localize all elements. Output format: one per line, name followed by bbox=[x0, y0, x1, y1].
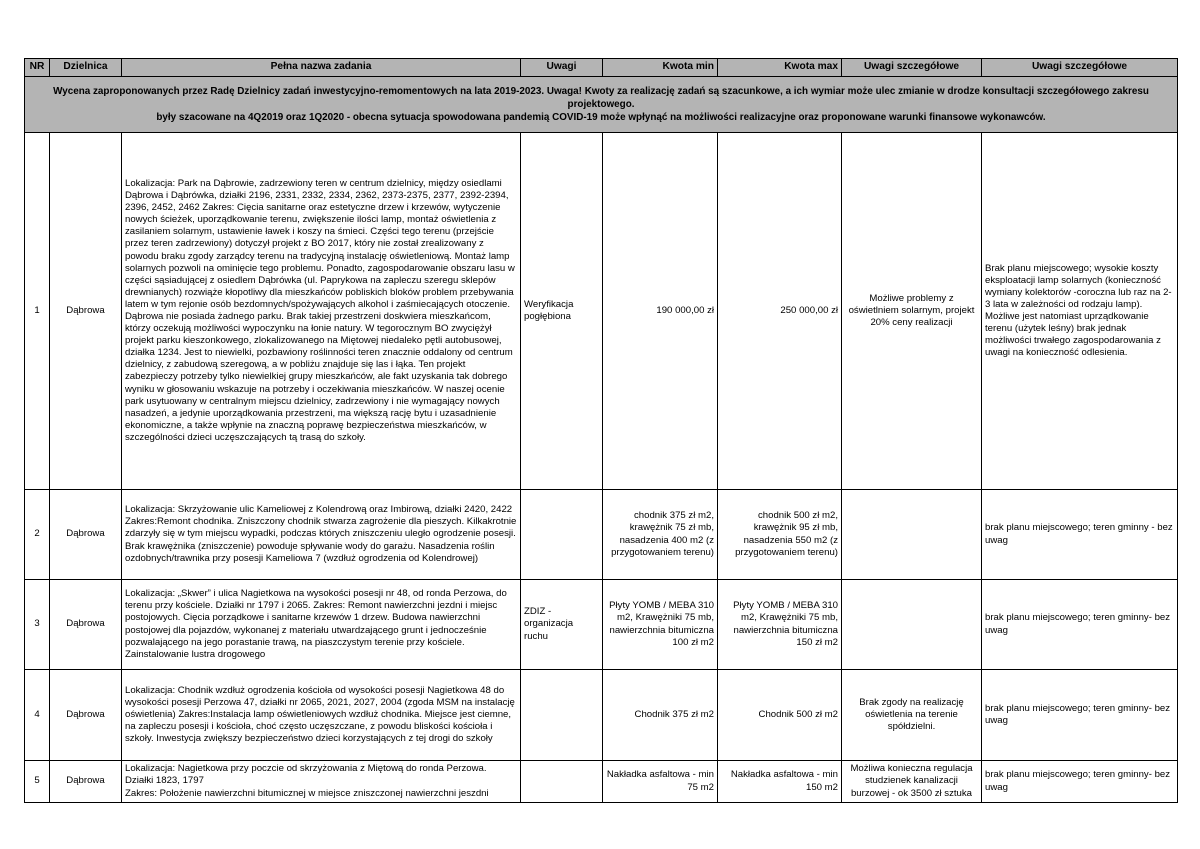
header-pelna-nazwa: Pełna nazwa zadania bbox=[122, 59, 521, 77]
header-kwota-max: Kwota max bbox=[718, 59, 842, 77]
header-dzielnica: Dzielnica bbox=[50, 59, 122, 77]
row-uwagi-szczegolowe-2: brak planu miejscowego; teren gminny- bez uwag bbox=[982, 761, 1178, 803]
row-uwagi-szczegolowe-2: brak planu miejscowego; teren gminny- bez uwag bbox=[982, 580, 1178, 670]
row-uwagi-szczegolowe-2: brak planu miejscowego; teren gminny- bez uwag bbox=[982, 670, 1178, 761]
row-uwagi: Weryfikacja pogłębiona bbox=[521, 133, 603, 490]
banner-cell bbox=[25, 77, 1178, 133]
header-uwagi-szczegolowe-1: Uwagi szczegółowe bbox=[842, 59, 982, 77]
table-row bbox=[25, 133, 1178, 490]
row-uwagi bbox=[521, 670, 603, 761]
row-kwota-min: chodnik 375 zł m2, krawężnik 75 zł mb, nasadzenia 400 m2 (z przygotowaniem terenu) bbox=[603, 490, 718, 580]
row-zadanie-line: Działki 1823, 1797 bbox=[125, 775, 204, 787]
row-nr: 4 bbox=[25, 670, 50, 761]
row-nr: 5 bbox=[25, 761, 50, 803]
row-uwagi-szczegolowe-2: brak planu miejscowego; teren gminny - bez uwag bbox=[982, 490, 1178, 580]
row-kwota-min: Chodnik 375 zł m2 bbox=[603, 670, 718, 761]
row-uwagi: ZDIZ - organizacja ruchu bbox=[521, 580, 603, 670]
row-dzielnica: Dąbrowa bbox=[50, 670, 122, 761]
row-zadanie: Lokalizacja: Skrzyżowanie ulic Kameliowej z Kolendrową oraz Imbirową, działki 2420, 2422 Zakres:Remont chodnika. Zniszczony chodnik stwarza zagrożenie dla pieszych. Kilkakrotnie zdarzyły się w tym miejscu wypadki, podczas których zniszczeniu uległo ogrodzenie posesji. Brak krawężnika (zniszczenie) powoduje spływanie wody do garażu. Nasadzenia roślin ozdobnych/trawnika przy posesji Kameliowa 7 (wzdłuż ogrodzenia od Kolendrowej) bbox=[122, 490, 521, 580]
estimate-table bbox=[24, 58, 1178, 803]
row-uwagi-szczegolowe-1: Brak zgody na realizację oświetlenia na terenie spółdzielni. bbox=[842, 670, 982, 761]
row-kwota-max: Nakładka asfaltowa - min 150 m2 bbox=[718, 761, 842, 803]
row-uwagi-szczegolowe-1 bbox=[842, 580, 982, 670]
row-dzielnica: Dąbrowa bbox=[50, 490, 122, 580]
header-nr: NR bbox=[25, 59, 50, 77]
row-dzielnica: Dąbrowa bbox=[50, 133, 122, 490]
table-row bbox=[25, 761, 1178, 803]
row-kwota-min: Płyty YOMB / MEBA 310 m2, Krawężniki 75 mb, nawierzchnia bitumiczna 100 zł m2 bbox=[603, 580, 718, 670]
row-zadanie-line: Lokalizacja: Nagietkowa przy poczcie od skrzyżowania z Miętową do ronda Perzowa. bbox=[125, 763, 487, 775]
row-kwota-min: 190 000,00 zł bbox=[603, 133, 718, 490]
table-row bbox=[25, 580, 1178, 670]
header-kwota-min: Kwota min bbox=[603, 59, 718, 77]
table-row bbox=[25, 490, 1178, 580]
row-nr: 3 bbox=[25, 580, 50, 670]
row-zadanie: Lokalizacja: „Skwer” i ulica Nagietkowa na wysokości posesji nr 48, od ronda Perzowa, do terenu przy kościele. Działki nr 1797 i 2065. Zakres: Remont nawierzchni jezdni i miejsc postojowych. Cięcia porządkowe i sanitarne krzewów 1 drzew. Budowa nawierzchni postojowej dla pojazdów, wykonanej z materiału utwardzającego grunt i jednocześnie pozwalającego na jego porastanie trawą, na piaszczystym terenie przy kościele. Zainstalowanie lustra drogowego bbox=[122, 580, 521, 670]
row-uwagi-szczegolowe-1: Możliwe problemy z oświetlniem solarnym, projekt 20% ceny realizacji bbox=[842, 133, 982, 490]
row-uwagi-szczegolowe-1 bbox=[842, 490, 982, 580]
row-uwagi bbox=[521, 490, 603, 580]
row-nr: 1 bbox=[25, 133, 50, 490]
row-uwagi-szczegolowe-1: Możliwa konieczna regulacja studzienek kanalizacji burzowej - ok 3500 zł sztuka bbox=[842, 761, 982, 803]
row-nr: 2 bbox=[25, 490, 50, 580]
row-uwagi-szczegolowe-2: Brak planu miejscowego; wysokie koszty eksploatacji lamp solarnych (konieczność wymiany kolektorów -coroczna lub raz na 2-3 lata w zależności od rodzaju lamp). Możliwe jest natomiast uprządkowanie terenu (użytek leśny) brak jednak możliwości trwałego zagospodarowania z uwagi na konieczność odlesienia. bbox=[982, 133, 1178, 490]
row-zadanie bbox=[122, 761, 521, 803]
table-row bbox=[25, 670, 1178, 761]
banner-row bbox=[25, 77, 1178, 133]
row-kwota-max: Płyty YOMB / MEBA 310 m2, Krawężniki 75 mb, nawierzchnia bitumiczna 150 zł m2 bbox=[718, 580, 842, 670]
banner-line-1: Wycena zaproponowanych przez Radę Dzielnicy zadań inwestycyjno-remomentowych na lata 2019-2023. Uwaga! Kwoty za realizację zadań są szacunkowe, a ich wymiar może ulec zmianie w drodze konsultacji szczegółowego zakresu projektowego. bbox=[53, 86, 1149, 110]
row-zadanie-line: Zakres: Położenie nawierzchni bitumicznej w miejsce zniszczonej nawierzchni jeszdni bbox=[125, 787, 489, 799]
header-row bbox=[25, 59, 1178, 77]
row-kwota-max: chodnik 500 zł m2, krawężnik 95 zł mb, nasadzenia 550 m2 (z przygotowaniem terenu) bbox=[718, 490, 842, 580]
row-kwota-max: Chodnik 500 zł m2 bbox=[718, 670, 842, 761]
banner-line-2: były szacowane na 4Q2019 oraz 1Q2020 - obecna sytuacja spowodowana pandemią COVID-19 może wpłynąć na możliwości realizacyjne oraz proponowane warunki finansowe wykonawców. bbox=[156, 112, 1046, 123]
row-kwota-min: Nakładka asfaltowa - min 75 m2 bbox=[603, 761, 718, 803]
header-uwagi: Uwagi bbox=[521, 59, 603, 77]
row-dzielnica: Dąbrowa bbox=[50, 580, 122, 670]
row-uwagi bbox=[521, 761, 603, 803]
header-uwagi-szczegolowe-2: Uwagi szczegółowe bbox=[982, 59, 1178, 77]
row-dzielnica: Dąbrowa bbox=[50, 761, 122, 803]
row-zadanie: Lokalizacja: Park na Dąbrowie, zadrzewiony teren w centrum dzielnicy, między osiedlami Dąbrowa i Dąbrówka, działki 2196, 2331, 2332, 2334, 2362, 2373-2375, 2377, 2392-2394, 2396, 2452, 2462 Zakres: Cięcia sanitarne oraz estetyczne drzew i krzewów, wytyczenie nowych ścieżek, uporządkowanie terenu, zwiększenie ilości lamp, montaż oświetlenia z zasilaniem solarnym, ustawienie ławek i koszy na śmieci. Części tego terenu (przejście przez teren zadrzewiony) dotyczył projekt z BO 2017, który nie został zrealizowany z powodu braku zgody zarządcy terenu na tradycyjną instalację oświetleniową. Montaż lamp solarnych pozwoli na ominięcie tego problemu. Ponadto, zagospodarowanie obszaru lasu w części sąsiadującej z osiedlem Dąbrówka (ul. Paprykowa na zapleczu szeregu sklepów drewnianych) rozwiąże kłopotliwy dla mieszkańców pobliskich bloków problem przebywania latem w tym rejonie osób bezdomnych/spożywających alkohol i zaśmiecających otoczenie. Dąbrowa nie posiada żadnego parku. Brak takiej przestrzeni doskwiera mieszkańcom, którzy oczekują możliwości wypoczynku na łonie natury. W tegorocznym BO zwyciężył projekt parku kieszonkowego, zlokalizowanego na Miętowej niedaleko pętli autobusowej, działka 1234. Jest to niewielki, pozbawiony roślinności teren znacznie oddalony od centrum dzielnicy, z zabudową szeregową, a w pobliżu znajduje się las i łąka. Ten projekt zabezpieczy potrzeby tylko niewielkiej grupy mieszkańców, ale fakt uzyskania tak dobrego wyniku w głosowaniu wskazuje na potrzeby i oczekiwania mieszkańców. W naszej ocenie park usytuowany w centralnym miejscu dzielnicy, zadrzewiony i nie wymagający nowych nasadzeń, a jedynie uporządkowania przestrzeni, ma większą rację bytu i uzasadnienie ekonomiczne, a także wpłynie na znaczną poprawę bezpieczeństwa mieszkańców, w szczególności dzieci uczęszczających tą trasą do szkoły. bbox=[122, 133, 521, 490]
row-kwota-max: 250 000,00 zł bbox=[718, 133, 842, 490]
row-zadanie: Lokalizacja: Chodnik wzdłuż ogrodzenia kościoła od wysokości posesji Nagietkowa 48 do wysokości posesji Perzowa 47, działki nr 2065, 2021, 2027, 2004 (zgoda MSM na instalację oświetlenia) Zakres:Instalacja lamp oświetleniowych wzdłuż chodnika. Miejsce jest ciemne, na zapleczu posesji i kościoła, choć często uczęszczane, z powodu bliskości kościoła i szkoły. Inwestycja zwiększy bezpieczeństwo dzieci korzystających z tej drogi do szkoły bbox=[122, 670, 521, 761]
